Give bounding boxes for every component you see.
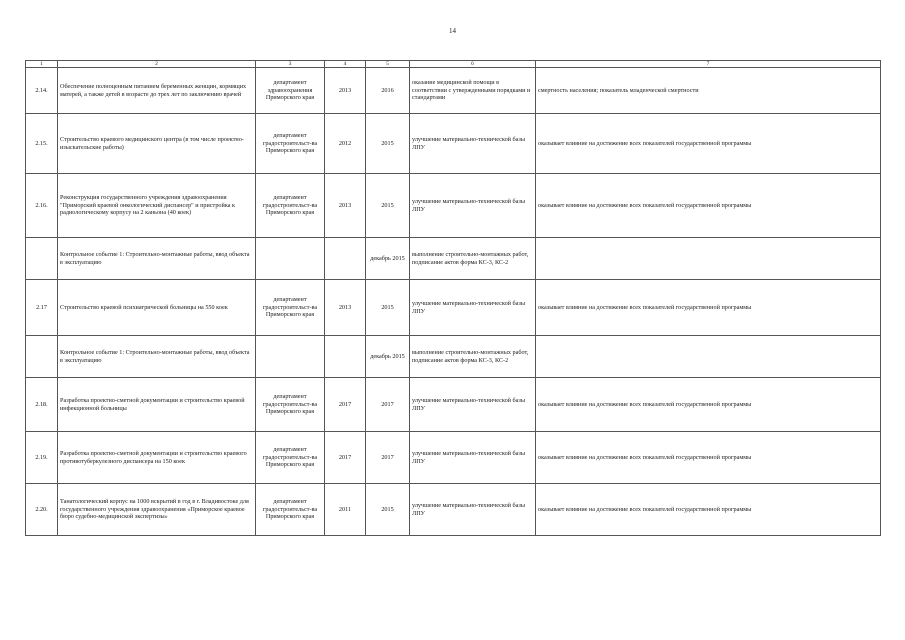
header-cell: 1 — [26, 61, 58, 68]
end-year-cell: декабрь 2015 — [366, 238, 410, 280]
executor-cell: департамент градостроительст-ва Приморского края — [256, 280, 325, 336]
indicators-link-cell — [536, 238, 881, 280]
activity-name-cell: Реконструкция государственного учреждения здравоохранения "Приморский краевой онкологический диспансер" и пристройка к радиологическому корпусу на 2 каньона (40 коек) — [58, 174, 256, 238]
executor-cell: департамент градостроительст-ва Приморского края — [256, 378, 325, 432]
activity-name-cell: Разработка проектно-сметной документации и строительство краевого противотуберкулезного диспансера на 150 коек — [58, 432, 256, 484]
table-row — [26, 114, 881, 174]
row-number-cell — [26, 238, 58, 280]
start-year-cell: 2013 — [325, 280, 366, 336]
row-number-cell: 2.14. — [26, 68, 58, 114]
indicators-link-cell: оказывает влияние на достижение всех показателей государственной программы — [536, 484, 881, 536]
end-year-cell: 2015 — [366, 280, 410, 336]
row-number-cell: 2.15. — [26, 114, 58, 174]
start-year-cell: 2013 — [325, 68, 366, 114]
header-cell: 4 — [325, 61, 366, 68]
start-year-cell: 2013 — [325, 174, 366, 238]
expected-result-cell: улучшение материально-технической базы ЛПУ — [410, 484, 536, 536]
end-year-cell: 2016 — [366, 68, 410, 114]
row-number-cell — [26, 336, 58, 378]
activity-name-cell: Контрольное событие 1: Строительно-монтажные работы, ввод объекта в эксплуатацию — [58, 238, 256, 280]
activity-name-cell: Строительство краевой психиатрической больницы на 550 коек — [58, 280, 256, 336]
start-year-cell: 2017 — [325, 378, 366, 432]
expected-result-cell: улучшение материально-технической базы ЛПУ — [410, 378, 536, 432]
expected-result-cell: выполнение строительно-монтажных работ, подписание актов форма КС-3, КС-2 — [410, 336, 536, 378]
expected-result-cell: выполнение строительно-монтажных работ, подписание актов форма КС-3, КС-2 — [410, 238, 536, 280]
indicators-link-cell: оказывает влияние на достижение всех показателей государственной программы — [536, 280, 881, 336]
table-row — [26, 484, 881, 536]
expected-result-cell: улучшение материально-технической базы ЛПУ — [410, 174, 536, 238]
header-cell: 5 — [366, 61, 410, 68]
start-year-cell: 2017 — [325, 432, 366, 484]
end-year-cell: 2017 — [366, 378, 410, 432]
indicators-link-cell — [536, 336, 881, 378]
expected-result-cell: улучшение материально-технической базы ЛПУ — [410, 432, 536, 484]
row-number-cell: 2.19. — [26, 432, 58, 484]
executor-cell: департамент градостроительст-ва Приморского края — [256, 114, 325, 174]
row-number-cell: 2.17 — [26, 280, 58, 336]
expected-result-cell: улучшение материально-технической базы ЛПУ — [410, 280, 536, 336]
indicators-link-cell: смертность населения; показатель младенческой смертности — [536, 68, 881, 114]
indicators-link-cell: оказывает влияние на достижение всех показателей государственной программы — [536, 432, 881, 484]
executor-cell: департамент градостроительст-ва Приморского края — [256, 174, 325, 238]
activity-name-cell: Обеспечение полноценным питанием беременных женщин, кормящих матерей, а также детей в возрасте до трех лет по заключению врачей — [58, 68, 256, 114]
indicators-link-cell: оказывает влияние на достижение всех показателей государственной программы — [536, 174, 881, 238]
start-year-cell: 2011 — [325, 484, 366, 536]
table-row — [26, 68, 881, 114]
activity-name-cell: Контрольное событие 1: Строительно-монтажные работы, ввод объекта в эксплуатацию — [58, 336, 256, 378]
activity-name-cell: Разработка проектно-сметной документации и строительство краевой инфекционной больницы — [58, 378, 256, 432]
start-year-cell: 2012 — [325, 114, 366, 174]
table-row — [26, 432, 881, 484]
row-number-cell: 2.16. — [26, 174, 58, 238]
executor-cell — [256, 238, 325, 280]
executor-cell: департамент градостроительст-ва Приморского края — [256, 432, 325, 484]
header-cell: 7 — [536, 61, 881, 68]
activity-name-cell: Строительство краевого медицинского центра (в том числе проектно-изыскательские работы) — [58, 114, 256, 174]
table-row — [26, 174, 881, 238]
indicators-link-cell: оказывает влияние на достижение всех показателей государственной программы — [536, 114, 881, 174]
table-row — [26, 280, 881, 336]
row-number-cell: 2.20. — [26, 484, 58, 536]
executor-cell — [256, 336, 325, 378]
expected-result-cell: оказание медицинской помощи в соответствии с утвержденными порядками и стандартами — [410, 68, 536, 114]
table-row — [26, 378, 881, 432]
table-row — [26, 336, 881, 378]
header-cell: 2 — [58, 61, 256, 68]
page-number: 14 — [449, 27, 456, 35]
indicators-link-cell: оказывает влияние на достижение всех показателей государственной программы — [536, 378, 881, 432]
start-year-cell — [325, 336, 366, 378]
end-year-cell: 2015 — [366, 484, 410, 536]
end-year-cell: 2015 — [366, 114, 410, 174]
header-cell: 6 — [410, 61, 536, 68]
start-year-cell — [325, 238, 366, 280]
executor-cell: департамент градостроительст-ва Приморского края — [256, 484, 325, 536]
header-row — [26, 61, 881, 68]
row-number-cell: 2.18. — [26, 378, 58, 432]
end-year-cell: 2015 — [366, 174, 410, 238]
expected-result-cell: улучшение материально-технической базы ЛПУ — [410, 114, 536, 174]
program-table — [25, 60, 881, 536]
table-row — [26, 238, 881, 280]
activity-name-cell: Танатологический корпус на 1000 вскрытий в год в г. Владивостоке для государственного учреждения здравоохранения «Приморское краевое бюро судебно-медицинской экспертизы» — [58, 484, 256, 536]
end-year-cell: 2017 — [366, 432, 410, 484]
header-cell: 3 — [256, 61, 325, 68]
end-year-cell: декабрь 2015 — [366, 336, 410, 378]
executor-cell: департамент здравоохранения Приморского края — [256, 68, 325, 114]
